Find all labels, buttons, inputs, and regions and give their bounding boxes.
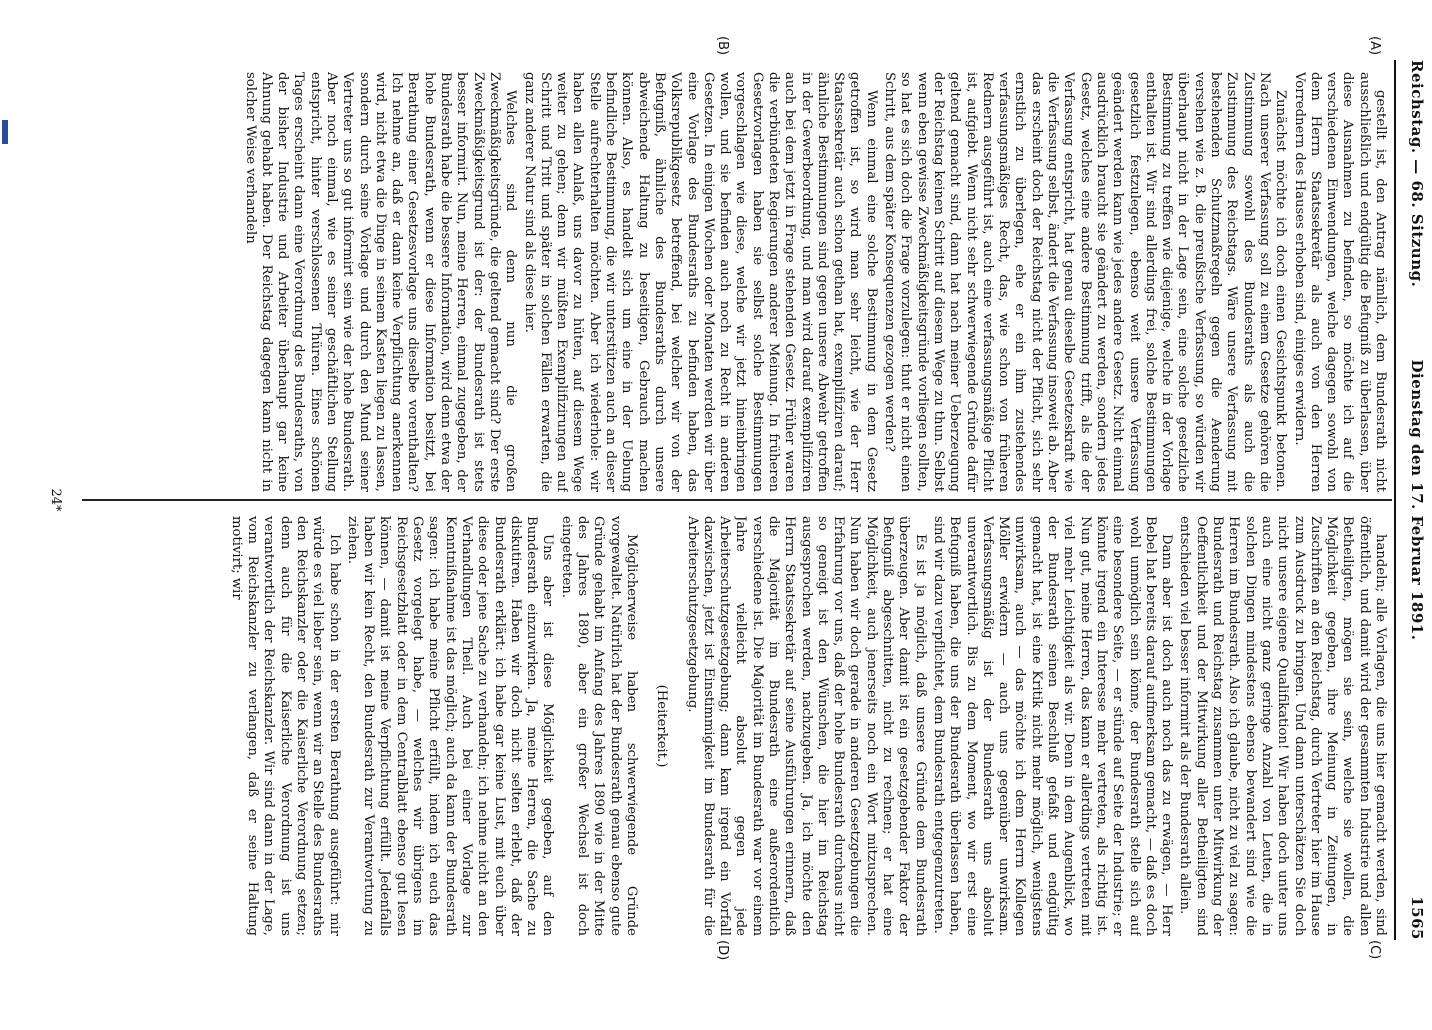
text-column-left xyxy=(78,72,1388,492)
interjection-laughter: (Heiterkeit.) xyxy=(654,684,670,768)
rotated-newspaper-page xyxy=(8,0,1432,1000)
paragraph: Wenn einmal eine solche Bestimmung in dem Gesetz getroffen ist, so wird man sehr leicht, wie der Herr Staatssekretär auch schon gethan hat, exemplifiziren darauf; ähnliche Bestimmungen sind gegen unsere Abwehr getroffen in der Gewerbeordnung, und man wird darauf exemplifiziren auch bei dem jetzt in Frage stehenden Gesetz. Früher waren die verbündeten Regierungen anderer Meinung. In früheren Gesetzvorlagen haben sie selbst solche Bestimmungen vorgeschlagen wie diese, welche wir jetzt hineinbringen wollen, und sie befinden auch noch zu Recht in anderen Gesetzen. In einigen Wochen oder Monaten werden wir über eine Vorlage des Bundesraths zu befinden haben, das Volksrepublikgesetz betreffend, bei welcher wir von der Befugniß, ähnliche des Bundesraths durch unsere abweichende Haltung zu beseitigen, Gebrauch machen können. Also, es handelt sich um eine in der Uebung befindliche Bestimmung, die wir unterstützen auch an dieser Stelle aufrechterhalten möchten. Aber ich wiederhole: wir haben allen Anlaß, uns davor zu hüten, auf diesem Wege weiter zu gehen; denn wir müßten Exemplifizirungen auf Schritt und Tritt und später in solchen Fällen erwarten, die ganz anderer Natur sind als diese hier. xyxy=(521,72,879,492)
paragraph: Es ist ja möglich, daß unsere Gründe dem Bundesrath überzeugen. Aber damit ist ein gesetzgebender Faktor der Befugniß abgeschnitten, nicht zu rechnen; er hat eine Möglichkeit, auch jenerseits noch ein Wort mitzusprechen. Nun haben wir doch gerade in anderen Gesetzgebungen die Erfahrung vor uns, daß der hohe Bundesrath durchaus nicht so geneigt ist den Wünschen, die hier im Reichstag ausgesprochen werden, nachzugeben. Ja, ich möchte den Herrn Staatssekretär auf seine Ausführungen erinnern, daß die Majorität im Bundesrath eine außerordentlich verschiedene ist. Die Majorität im Bundesrath war vor einem Jahre vielleicht absolut gegen jede Arbeiterschutzgesetzgebung; dann kam irgend ein Vorfall dazwischen, jetzt ist Einstimmigkeit im Bundesrath für die Arbeiterschutzgesetzgebung. xyxy=(684,516,928,936)
page-header xyxy=(1402,60,1426,940)
paragraph: handeln; alle Vorlagen, die uns hier gemacht werden, sind öffentlich, und damit wird der gesammten Industrie und allen Betheiligten, mögen sie sein, welche sie wollen, die Möglichkeit gegeben, ihre Meinung in Zeitungen, in Zuschriften an den Reichstag, durch Vertreter hier im Hause zum Ausdruck zu bringen. Und dann unterschätzen Sie doch nicht unsere eigene Qualifikation! Wir haben doch unter uns auch eine nicht ganz geringe Anzahl von Leuten, die in solchen Dingen mindestens ebenso bewandert sind wie die Herren im Bundesrath. Also ich glaube, nicht zu viel zu sagen: Bundesrath und Reichstag zusammen unter Mitwirkung der Oeffentlichkeit und der Mitwirkung aller Betheiligten sind entschieden viel besser informirt als der Bundesrath allein. xyxy=(1177,516,1388,936)
margin-mark-c: (C) xyxy=(1367,940,1382,960)
paragraph: gestellt ist, den Antrag nämlich, dem Bundesrath nicht ausschließlich und endgültig die Befugniß zu überlassen, über diese Ausnahmen zu befinden, so möchte ich auf die verschiedenen Einwendungen, welche dagegen sowohl von dem Herrn Staatssekretär als auch von den Herren Vorrednern des Hauses erhoben sind, einiges erwidern. xyxy=(1291,72,1388,492)
header-session: Reichstag. — 68. Sitzung. xyxy=(1408,60,1426,288)
paragraph: Dann aber ist doch auch noch das zu erwägen, — Herr Bebel hat bereits darauf aufmerksam gemacht, — daß es doch wohl unmöglich sein könne, der Bundesrath stelle sich auf eine besondere Seite, — er stünde auf Seite der Industrie; er könnte irgend ein Interesse mehr vertreten, als richtig ist. Nun gut, meine Herren, das kann er allerdings vertreten mit viel mehr Leichtigkeit als wir. Denn in dem Augenblick, wo der Bundesrath seinen Beschluß gefaßt und endgültig gemacht hat, ist eine Kritik nicht mehr möglich, wenigstens unwirksam, auch — das möchte ich dem Herrn Kollegen Möller erwidern — auch uns gegenüber unwirksam. Verfassungsmäßig ist der Bundesrath uns absolut unverantwortlich. Bis zu dem Moment, wo wir erst eine Befugniß haben, die uns der Bundesrath überlassen haben, sind wir dazu verpflichtet, dem Bundesrath entgegenzutreten. xyxy=(930,516,1175,936)
paragraph: Uns aber ist diese Möglichkeit gegeben, auf den Bundesrath einzuwirken. Ja, meine Herren, die Sache zu diskutiren. Haben wir doch nicht selten erlebt, daß der Bundesrath erklärt: ich habe gar keine Lust, mit euch über diese oder jene Sache zu verhandeln; ich nehme nicht an den Verhandlungen Theil. Auch bei einer Vorlage zur Kenntnißnahme ist das möglich; auch da kann der Bundesrath sagen: ich habe meine Pflicht erfüllt, indem ich euch das Gesetz vorgelegt habe, — welches wir übrigens im Reichsgesetzblatt oder in dem Centralblatt ebenso gut lesen können, — damit ist meine Verpflichtung erfüllt. Jedenfalls haben wir kein Recht, den Bundesrath zur Verantwortung zu ziehen. xyxy=(344,516,556,936)
text-column-right xyxy=(78,516,1388,936)
paragraph: Möglicherweise haben schwerwiegende Gründe vorgewaltet. Natürlich hat der Bundesrath genau ebenso gute Gründe gehabt im Anfang des Jahres 1890 wie in der Mitte des Jahres 1890, aber ein großer Wechsel ist doch eingetreten. xyxy=(558,516,639,936)
header-page-number: 1565 xyxy=(1408,896,1426,940)
header-rule xyxy=(1394,60,1396,940)
signature-mark: 24* xyxy=(48,488,63,512)
paragraph: Ich habe schon in der ersten Berathung ausgeführt: mir würde es viel lieber sein, wenn wir an Stelle des Bundesraths den Reichskanzler oder die Kaiserliche Verordnung setzen; denn auch für die Kaiserliche Verordnung ist uns verantwortlich der Reichskanzler. Wir sind dann in der Lage, vom Reichskanzler zu verlangen, daß er seine Haltung motivirt; wir xyxy=(228,516,342,936)
paragraph: Welches sind denn nun die großen Zweckmäßigkeitsgründe, die geltend gemacht sind? Der erste Zweckmäßigkeitsgrund ist der: der Bundesrath ist stets besser informirt. Nun, meine Herren, einmal zugegeben, der Bundesrath habe die bessere Information, wird denn etwa der hohe Bundesrath, wenn er diese Information besitzt, bei Berathung einer Gesetzesvorlage uns dieselbe vorenthalten? Ich nehme an, daß er dann keine Verpflichtung anerkennen wird, nicht etwa die Dinge in seinem Kasten liegen zu lassen, sondern durch seine Vorlage und durch den Mund seiner Vertreter uns so gut informirt sein wie der hohe Bundesrath. Aber noch einmal, wie es seiner geschäftlichen Stellung entspricht, hinter verschlossenen Thüren. Eines schönen Tages erscheint dann eine Verordnung des Bundesraths, von der bisher Industrie und Arbeiter überhaupt gar keine Ahnung gehabt haben. Der Reichstag dagegen kann nicht in solcher Weise verhandeln xyxy=(242,72,519,492)
column-divider xyxy=(82,499,1392,501)
header-date: Dienstag den 17. Februar 1891. xyxy=(1408,359,1426,641)
margin-mark-b: (B) xyxy=(715,36,730,56)
margin-mark-a: (A) xyxy=(1367,36,1382,56)
margin-mark-d: (D) xyxy=(715,940,730,961)
paragraph: Zunächst möchte ich doch einen Gesichtspunkt betonen. Nach unserer Verfassung soll zu einem Gesetze gehören die Zustimmung sowohl des Bundesraths als auch die Zustimmung des Reichstags. Wäre unsere Verfassung mit bestehenden Schutzmaßregeln gegen die Aenderung versehen wie z. B. die preußische Verfassung, so würden wir überhaupt nicht in der Lage sein, eine solche gesetzliche Bestimmung zu treffen wie diejenige, welche in der Vorlage enthalten ist. Wir sind allerdings frei, solche Bestimmungen gesetzlich festzulegen, ebenso weit unsere Verfassung geändert werden kann wie jedes andere Gesetz. Nicht einmal ausdrücklich braucht sie geändert zu werden, sondern jedes Gesetz, welches eine andere Bestimmung trifft, als die der Verfassung entspricht, hat genau dieselbe Gesetzeskraft wie die Verfassung selbst, ändert die Verfassung insoweit ab. Aber das erscheint doch der Reichstag nicht der Pflicht, sich sehr ernstlich zu überlegen, ehe er ein ihm zustehendes verfassungsmäßiges Recht, das, wie schon von früheren Rednern ausgeführt ist, auch eine verfassungsmäßige Pflicht ist, aufgiebt. Wenn nicht sehr schwerwiegende Gründe dafür geltend gemacht sind, dann hat nach meiner Ueberzeugung der Reichstag keinen Schritt auf diesem Wege zu thun. Selbst wenn eben gewisse Zweckmäßigkeitsgründe vorliegen sollten, so hat es sich doch die Frage vorzulegen: thut er nicht einen Schritt, aus dem später Konsequenzen gezogen werden? xyxy=(882,72,1289,492)
